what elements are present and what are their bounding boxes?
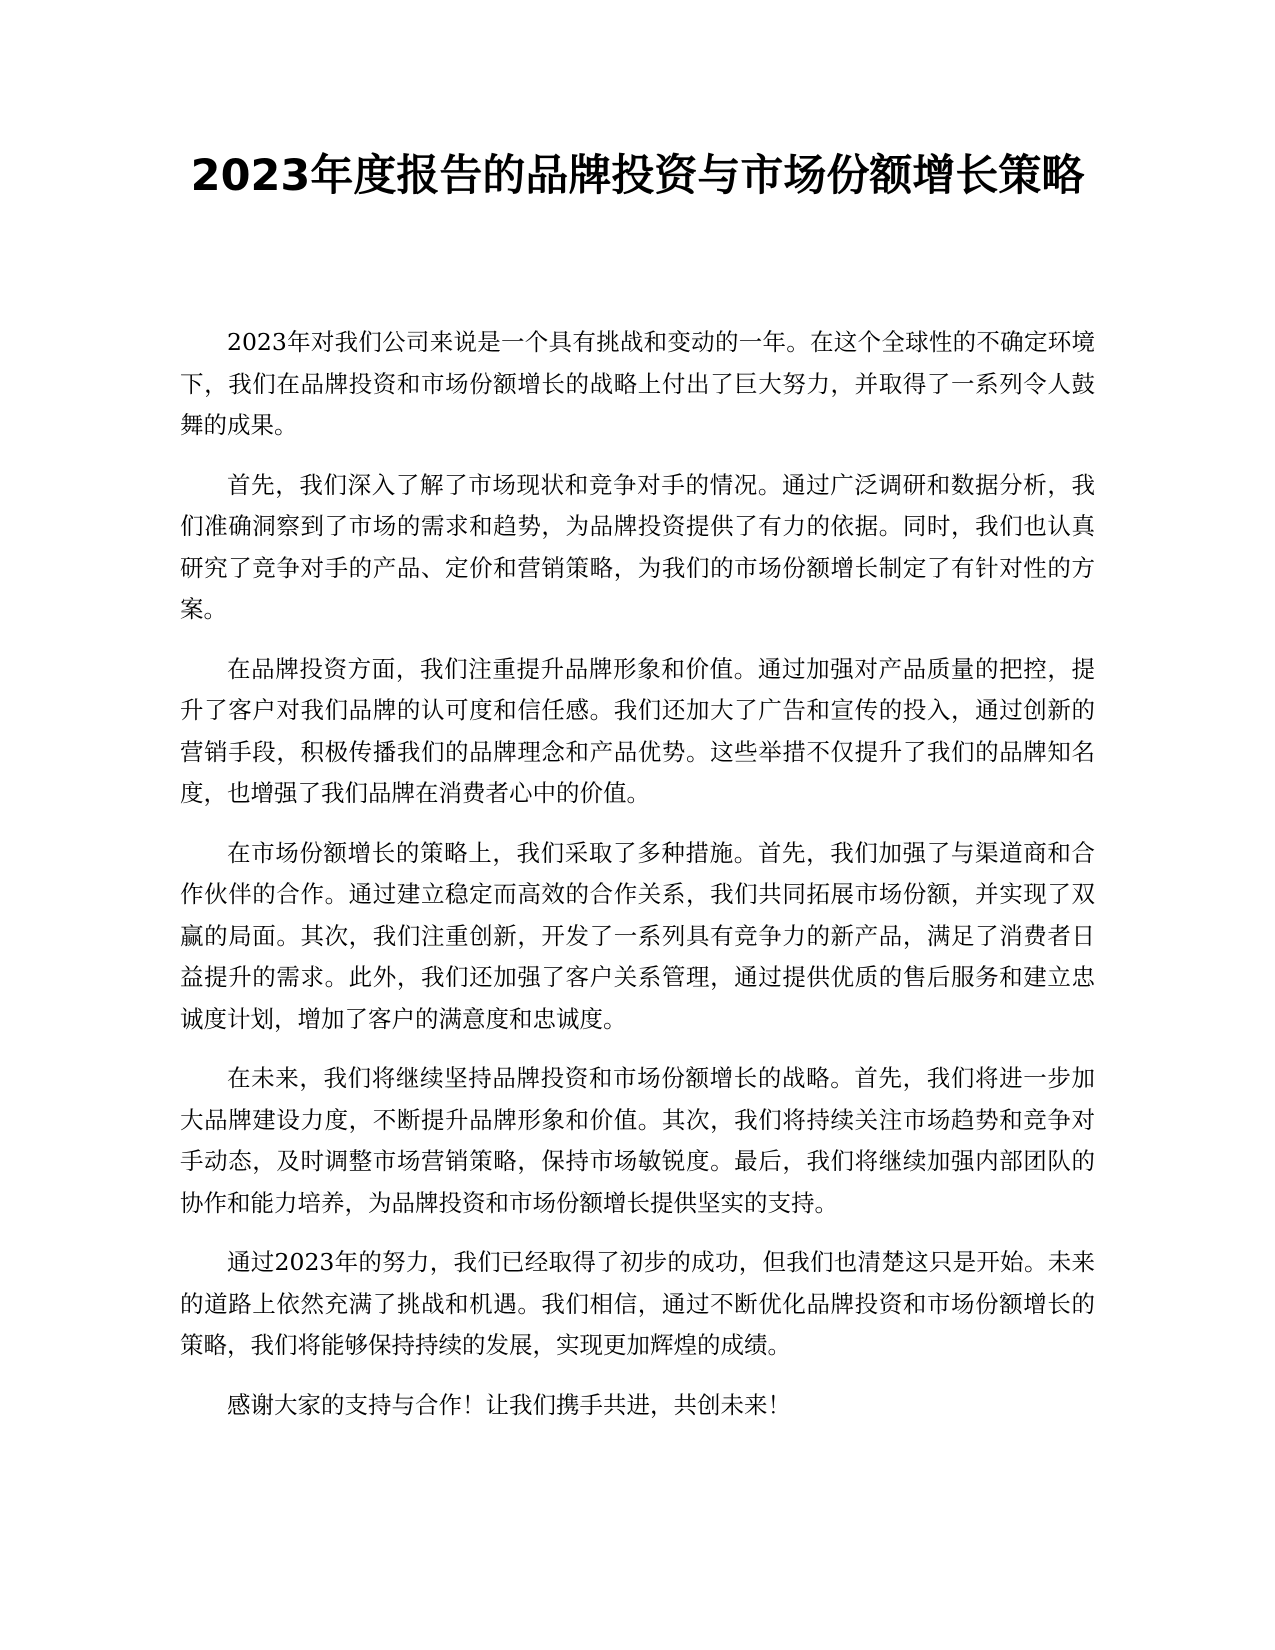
paragraph-future-plan: 在未来，我们将继续坚持品牌投资和市场份额增长的战略。首先，我们将进一步加大品牌建设力度，不断提升品牌形象和价值。其次，我们将持续关注市场趋势和竞争对手动态，及时调整市场营销策略，保持市场敏锐度。最后，我们将继续加强内部团队的协作和能力培养，为品牌投资和市场份额增长提供坚实的支持。 — [180, 1064, 1095, 1217]
paragraph-market-share-strategy: 在市场份额增长的策略上，我们采取了多种措施。首先，我们加强了与渠道商和合作伙伴的合作。通过建立稳定而高效的合作关系，我们共同拓展市场份额，并实现了双赢的局面。其次，我们注重创新，开发了一系列具有竞争力的新产品，满足了消费者日益提升的需求。此外，我们还加强了客户关系管理，通过提供优质的售后服务和建立忠诚度计划，增加了客户的满意度和忠诚度。 — [180, 838, 1095, 1033]
document-body — [180, 322, 1095, 1444]
paragraph-conclusion: 通过2023年的努力，我们已经取得了初步的成功，但我们也清楚这只是开始。未来的道路上依然充满了挑战和机遇。我们相信，通过不断优化品牌投资和市场份额增长的策略，我们将能够保持持续的发展，实现更加辉煌的成绩。 — [180, 1248, 1095, 1359]
paragraph-thanks: 感谢大家的支持与合作！让我们携手共进，共创未来！ — [227, 1390, 791, 1419]
document-title: 2023年度报告的品牌投资与市场份额增长策略 — [190, 151, 1085, 201]
paragraph-intro: 2023年对我们公司来说是一个具有挑战和变动的一年。在这个全球性的不确定环境下，我们在品牌投资和市场份额增长的战略上付出了巨大努力，并取得了一系列令人鼓舞的成果。 — [180, 328, 1095, 439]
paragraph-brand-investment: 在品牌投资方面，我们注重提升品牌形象和价值。通过加强对产品质量的把控，提升了客户对我们品牌的认可度和信任感。我们还加大了广告和宣传的投入，通过创新的营销手段，积极传播我们的品牌理念和产品优势。这些举措不仅提升了我们的品牌知名度，也增强了我们品牌在消费者心中的价值。 — [180, 654, 1095, 807]
paragraph-market-research: 首先，我们深入了解了市场现状和竞争对手的情况。通过广泛调研和数据分析，我们准确洞察到了市场的需求和趋势，为品牌投资提供了有力的依据。同时，我们也认真研究了竞争对手的产品、定价和营销策略，为我们的市场份额增长制定了有针对性的方案。 — [180, 470, 1095, 623]
